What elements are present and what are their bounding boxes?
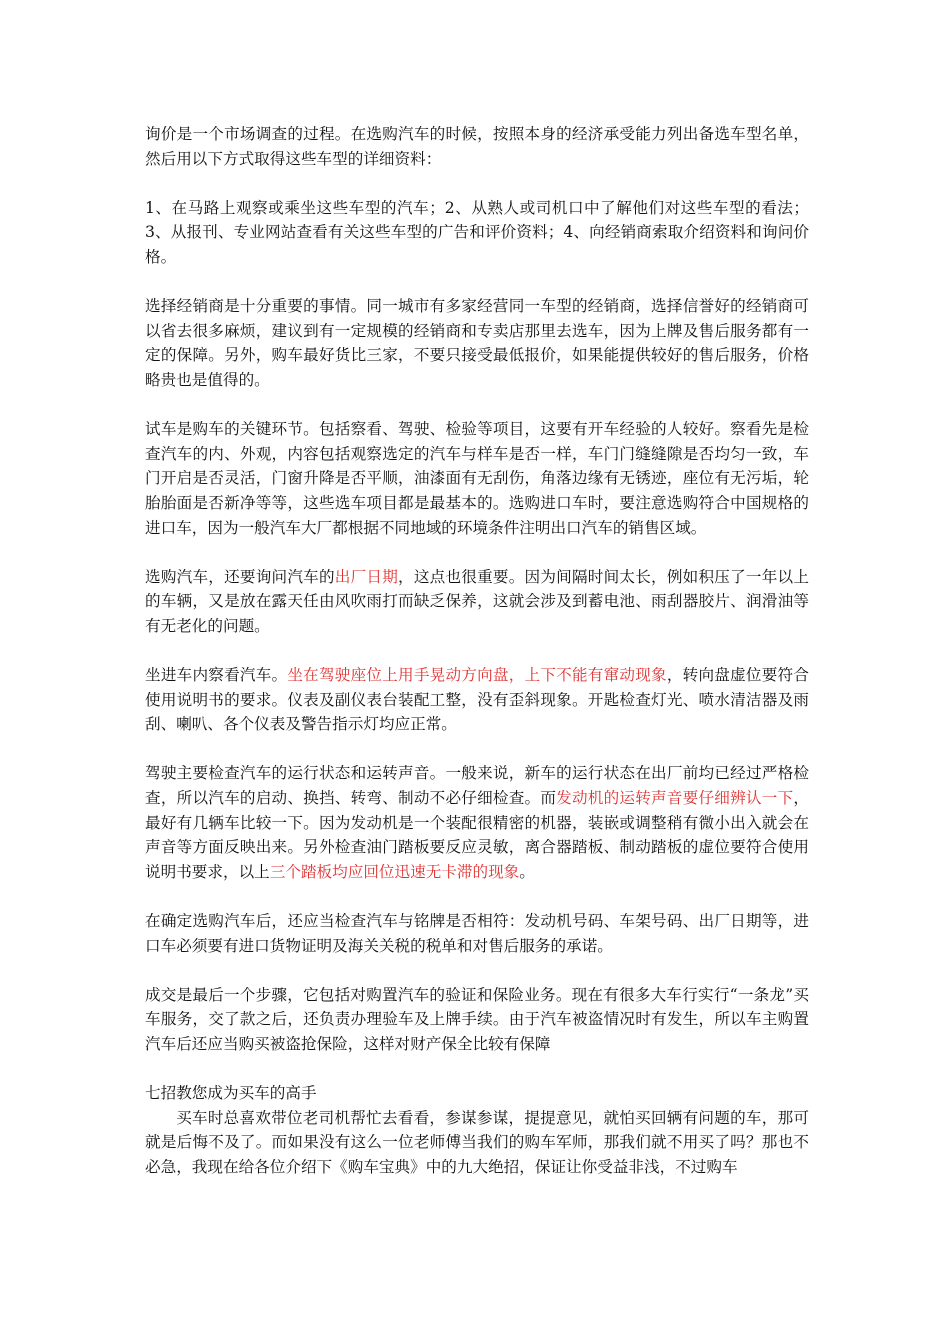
highlight-text: 出厂日期: [334, 567, 399, 586]
highlight-text: 坐在驾驶座位上用手晃动方向盘，上下不能有窜动现象: [287, 666, 667, 685]
paragraph-nameplate-check: 在确定选购汽车后，还应当检查汽车与铭牌是否相符：发动机号码、车架号码、出厂日期等，进口车必须要有进口货物证明及海关关税的税单和对售后服务的承诺。: [145, 912, 809, 955]
paragraph-inquiry: 询价是一个市场调查的过程。在选购汽车的时候，按照本身的经济承受能力列出备选车型名单，然后用以下方式取得这些车型的详细资料：: [145, 125, 809, 168]
paragraph-factory-date: [145, 565, 809, 639]
paragraph-test-drive: 试车是购车的关键环节。包括察看、驾驶、检验等项目，这要有开车经验的人较好。察看先是检查汽车的内、外观，内容包括观察选定的汽车与样车是否一样，车门门缝缝隙是否均匀一致，车门开启是否灵活，门窗升降是否平顺，油漆面有无刮伤，角落边缘有无锈迹，座位有无污垢，轮胎胎面是否新净等等，这些选车项目都是最基本的。选购进口车时，要注意选购符合中国规格的进口车，因为一般汽车大厂都根据不同地域的环境条件注明出口汽车的销售区域。: [145, 420, 809, 537]
paragraph-transaction: 成交是最后一个步骤，它包括对购置汽车的验证和保险业务。现在有很多大车行实行“一条龙”买车服务，交了款之后，还负责办理验车及上牌手续。由于汽车被盗情况时有发生，所以车主购置汽车后还应当购买被盗抢保险，这样对财产保全比较有保障: [145, 985, 809, 1053]
paragraph-tips-intro: 买车时总喜欢带位老司机帮忙去看看，参谋参谋，提提意见，就怕买回辆有问题的车，那可就是后悔不及了。而如果没有这么一位老师傅当我们的购车军师，那我们就不用买了吗？那也不必急，我现在给各位介绍下《购车宝典》中的九大绝招，保证让你受益非浅，不过购车: [145, 1108, 809, 1176]
document-body: [145, 122, 809, 1180]
text-run: 。: [519, 862, 535, 881]
text-run: 驾驶主要检查汽车的运行状态和运转声音。一般来说，新车的运行状态在出厂前均已经过严格检查，所以汽车的启动、换挡、转弯、制动不必仔细检查。而: [145, 764, 809, 808]
highlight-text: 三个踏板均应回位迅速无卡滞的现象: [269, 862, 520, 881]
text-run: 坐进车内察看汽车。: [145, 666, 288, 685]
paragraph-driving-check: [145, 761, 809, 884]
section-title: 七招教您成为买车的高手: [145, 1084, 317, 1103]
highlight-text: 发动机的运转声音要仔细辨认一下: [556, 789, 794, 808]
text-run: 选购汽车，还要询问汽车的: [145, 567, 335, 586]
paragraph-interior-check: [145, 663, 809, 737]
text-run: ，转向盘虚位要符合使用说明书的要求。仪表及副仪表台装配工整，没有歪斜现象。开匙检查灯光、喷水清洁器及雨刮、喇叭、各个仪表及警告指示灯均应正常。: [145, 666, 809, 734]
text-run: ，最好有几辆车比较一下。因为发动机是一个装配很精密的机器，装嵌或调整稍有微小出入就会在声音等方面反映出来。另外检查油门踏板要反应灵敏，离合器踏板、制动踏板的虚位要符合使用说明书要求，以上: [145, 789, 809, 881]
paragraph-dealer: 选择经销商是十分重要的事情。同一城市有多家经营同一车型的经销商，选择信誉好的经销商可以省去很多麻烦，建议到有一定规模的经销商和专卖店那里去选车，因为上牌及售后服务都有一定的保障。另外，购车最好货比三家，不要只接受最低报价，如果能提供较好的售后服务，价格略贵也是值得的。: [145, 297, 809, 389]
text-run: ，这点也很重要。因为间隔时间太长，例如积压了一年以上的车辆，又是放在露天任由风吹雨打而缺乏保养，这就会涉及到蓄电池、雨刮器胶片、润滑油等有无老化的问题。: [145, 567, 809, 635]
paragraph-inquiry-methods: 1、在马路上观察或乘坐这些车型的汽车；2、从熟人或司机口中了解他们对这些车型的看法；3、从报刊、专业网站查看有关这些车型的广告和评价资料；4、向经销商索取介绍资料和询问价格。: [145, 198, 809, 266]
